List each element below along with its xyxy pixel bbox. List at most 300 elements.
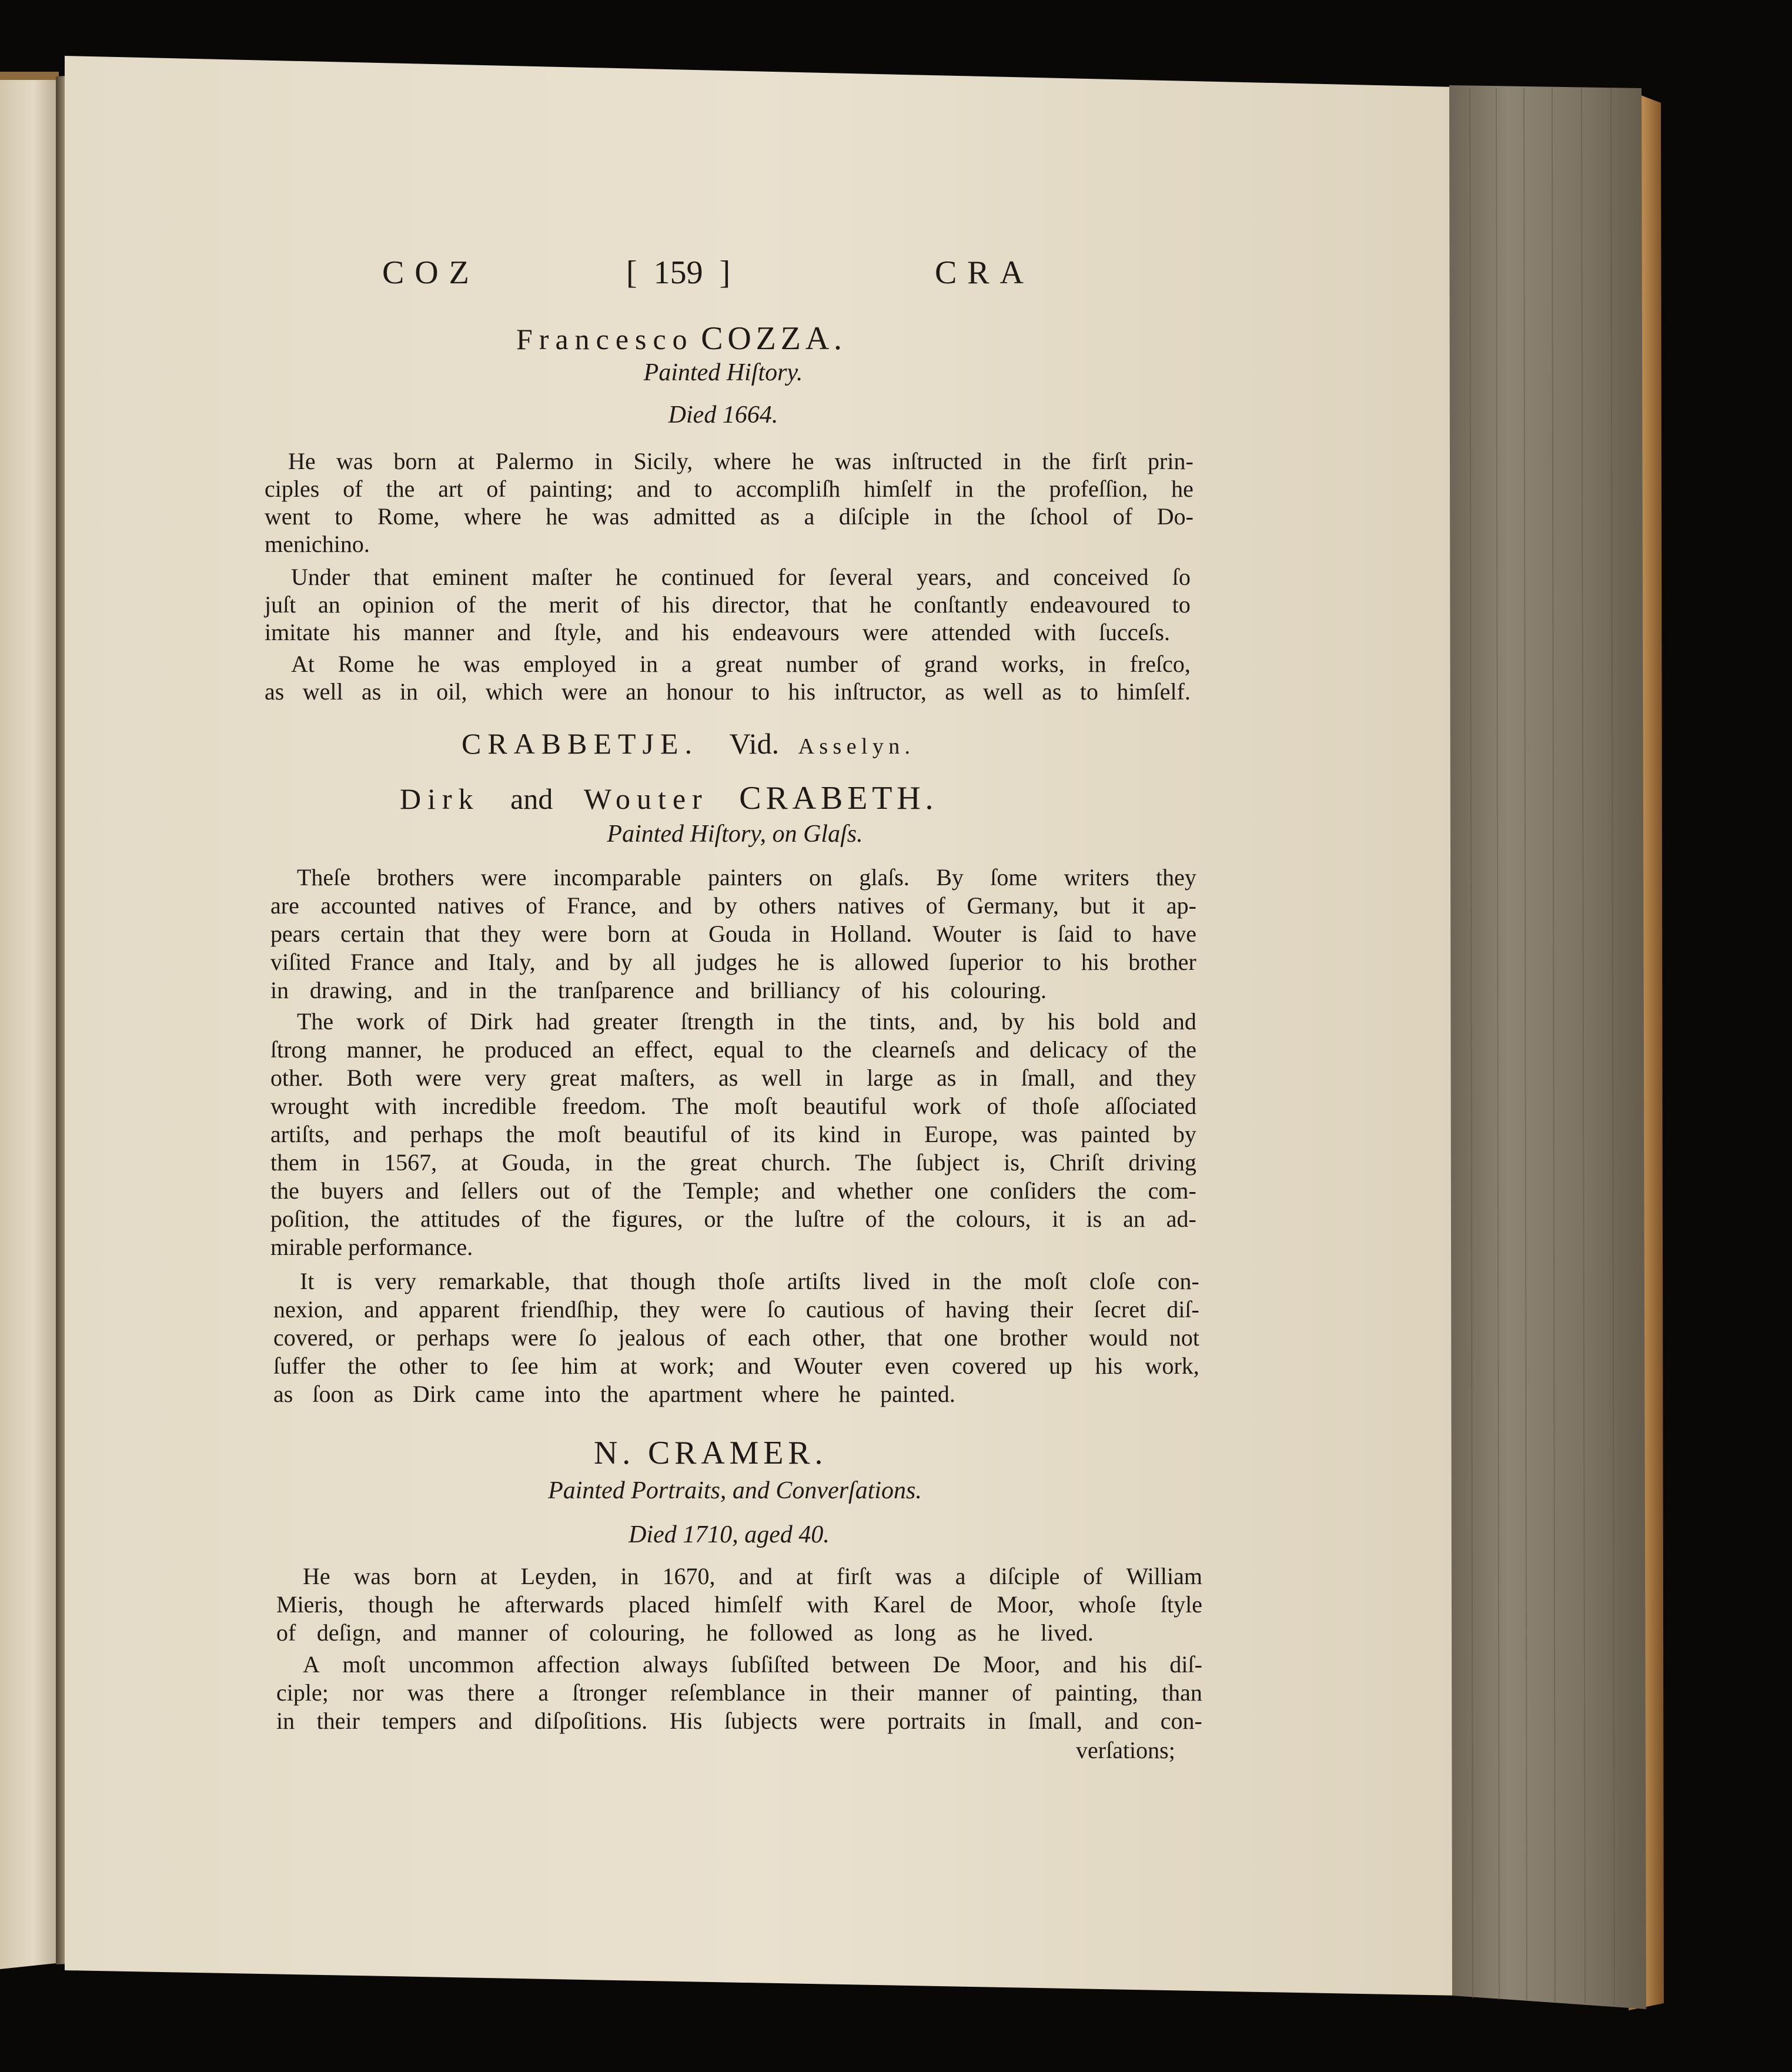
word: the xyxy=(370,1206,400,1232)
word: Dirk xyxy=(470,1008,513,1035)
word: the xyxy=(508,977,537,1003)
word: colouring, xyxy=(589,1619,686,1646)
word: ap- xyxy=(1166,892,1196,919)
word: having xyxy=(945,1296,1009,1323)
word: affection xyxy=(537,1651,620,1678)
word: of xyxy=(730,1121,750,1147)
word: in xyxy=(341,1149,360,1176)
word: 1670, xyxy=(662,1563,716,1589)
word: at xyxy=(620,1353,637,1379)
word: of xyxy=(456,591,476,618)
word: of xyxy=(706,1324,726,1351)
word: Temple; xyxy=(683,1177,760,1204)
word: the xyxy=(637,1149,666,1176)
entry-heading-crabbetje xyxy=(462,729,915,758)
word: were xyxy=(511,1324,557,1351)
word: and xyxy=(478,1708,513,1734)
word: maſters, xyxy=(620,1065,696,1091)
paragraph-line xyxy=(273,1326,1199,1350)
word: in xyxy=(594,1149,613,1176)
word: his xyxy=(1081,949,1109,975)
word: and xyxy=(1098,1065,1133,1091)
word: to xyxy=(1043,949,1062,975)
word: in xyxy=(934,503,952,530)
word: ſome xyxy=(990,864,1038,891)
word: employed xyxy=(523,651,616,677)
word: accompliſh xyxy=(735,476,841,502)
word: placed xyxy=(628,1591,690,1618)
word: and xyxy=(995,564,1030,590)
entry-subtitle-cozza: Painted Hiſtory. xyxy=(643,359,803,386)
word: of xyxy=(343,476,363,502)
word: by xyxy=(609,949,633,975)
word: ſchool xyxy=(1029,503,1089,530)
word: moſt xyxy=(1024,1268,1068,1294)
word: in xyxy=(882,1121,902,1147)
entry-subtitle-crabeth: Painted Hiſtory, on Glaſs. xyxy=(607,821,863,848)
word: moſt xyxy=(734,1093,778,1119)
word: their xyxy=(316,1708,360,1734)
word: At xyxy=(291,651,315,677)
word: to xyxy=(751,678,770,705)
word: very xyxy=(375,1268,417,1294)
word: were xyxy=(561,678,607,705)
word: though xyxy=(630,1268,696,1294)
word: manner xyxy=(917,1679,988,1706)
paragraph-line xyxy=(265,505,1193,528)
word: but xyxy=(1080,892,1111,919)
running-header-right: CRA xyxy=(935,255,1034,291)
word: great xyxy=(715,651,763,677)
word: well xyxy=(982,678,1024,705)
word: brother xyxy=(1128,949,1196,975)
word: even xyxy=(885,1353,930,1379)
word: that xyxy=(424,920,460,947)
word: he xyxy=(417,651,440,677)
word: Dirk xyxy=(412,1381,456,1407)
word: and xyxy=(658,892,693,919)
word: work xyxy=(356,1008,405,1035)
word: tempers xyxy=(382,1708,457,1734)
word: endeavours xyxy=(732,619,840,645)
word: ſucceſs. xyxy=(1098,619,1170,645)
word: of xyxy=(861,977,881,1003)
word: have xyxy=(1152,920,1196,947)
word: ſtrength xyxy=(680,1008,754,1035)
word: into xyxy=(544,1381,581,1407)
word: one xyxy=(944,1324,978,1351)
word: 1567, xyxy=(384,1149,437,1176)
word: ſubject xyxy=(915,1149,980,1176)
word: was xyxy=(353,1563,390,1589)
word: followed xyxy=(749,1619,833,1646)
word: an xyxy=(626,678,648,705)
paragraph-line xyxy=(270,1123,1196,1146)
word: born xyxy=(413,1563,457,1589)
word: was xyxy=(463,651,500,677)
word: of xyxy=(526,892,546,919)
word: honour xyxy=(666,678,733,705)
word: By xyxy=(936,864,964,891)
paragraph-line xyxy=(303,1565,1202,1588)
word: of xyxy=(549,1619,569,1646)
word: in xyxy=(825,1065,844,1091)
word: he xyxy=(706,1619,728,1646)
word: director, xyxy=(711,591,790,618)
paragraph-line xyxy=(265,477,1193,501)
word: on xyxy=(808,864,833,891)
paragraph-line xyxy=(297,866,1196,889)
word: there xyxy=(467,1679,515,1706)
word: natives xyxy=(837,892,905,919)
word: their xyxy=(1029,1296,1074,1323)
entry-died-cramer: Died 1710, aged 40. xyxy=(628,1521,830,1548)
word: at xyxy=(796,1563,813,1589)
word: years, xyxy=(916,564,972,590)
word: friendſhip, xyxy=(520,1296,619,1323)
word: not xyxy=(1169,1324,1199,1351)
word: manner xyxy=(457,1619,528,1646)
word: ſuffer xyxy=(273,1353,326,1379)
word: they xyxy=(639,1296,680,1323)
word: is xyxy=(1021,920,1038,947)
word: his xyxy=(662,591,690,618)
word: freedom. xyxy=(561,1093,647,1119)
word: that xyxy=(887,1324,922,1351)
paragraph-line xyxy=(270,1066,1196,1090)
word: out xyxy=(540,1177,570,1204)
word: and xyxy=(695,977,730,1003)
word: nor xyxy=(352,1679,384,1706)
paragraph-line: menichino. xyxy=(265,531,370,557)
word: was xyxy=(407,1679,444,1706)
heading-crabbetje-name: CRABBETJE. xyxy=(462,727,699,760)
word: and xyxy=(353,1121,387,1147)
word: and xyxy=(413,977,448,1003)
word: long xyxy=(894,1619,937,1646)
word: greater xyxy=(592,1008,658,1035)
word: were xyxy=(480,864,527,891)
word: in xyxy=(639,651,658,677)
word: his xyxy=(353,619,380,645)
word: very xyxy=(484,1065,527,1091)
word: the xyxy=(997,476,1026,502)
word: de xyxy=(950,1591,972,1618)
word: ſtrong xyxy=(270,1036,327,1063)
word: A xyxy=(303,1651,320,1678)
word: and xyxy=(497,619,531,645)
word: the xyxy=(906,1206,935,1232)
word: bold xyxy=(1098,1008,1140,1035)
word: whoſe xyxy=(1078,1591,1136,1618)
word: and xyxy=(738,1563,773,1589)
word: ſmall, xyxy=(1028,1708,1082,1734)
word: delicacy xyxy=(1029,1036,1108,1063)
word: the xyxy=(976,503,1005,530)
word: as xyxy=(854,1619,874,1646)
word: art xyxy=(438,476,463,502)
word: apartment xyxy=(648,1381,743,1407)
word: Theſe xyxy=(297,864,351,891)
heading-cross-reference: Asselyn. xyxy=(798,734,915,759)
word: and xyxy=(636,476,671,502)
word: and xyxy=(1062,1651,1097,1678)
word: his xyxy=(788,678,816,705)
word: thoſe xyxy=(1032,1093,1079,1119)
word: he xyxy=(777,949,800,975)
word: his xyxy=(902,977,930,1003)
word: them xyxy=(270,1149,317,1176)
entry-died-cozza: Died 1664. xyxy=(668,401,778,429)
word: they xyxy=(480,920,521,947)
paragraph-line xyxy=(265,593,1191,617)
word: of xyxy=(427,1008,447,1035)
word: ſoon xyxy=(312,1381,355,1407)
word: and xyxy=(434,949,469,975)
word: France xyxy=(350,949,414,975)
word: of xyxy=(1083,1563,1103,1589)
word: Do- xyxy=(1156,503,1193,530)
word: Gouda, xyxy=(502,1149,571,1176)
word: and, xyxy=(938,1008,979,1035)
word: juſt xyxy=(265,591,296,618)
entry-heading-cramer: N. CRAMER. xyxy=(594,1435,828,1471)
word: he xyxy=(546,503,568,530)
word: aſſociated xyxy=(1105,1093,1196,1119)
word: certain xyxy=(340,920,404,947)
paragraph-line: mirable performance. xyxy=(270,1234,473,1260)
word: his xyxy=(1047,1008,1075,1035)
word: the xyxy=(972,1268,1002,1294)
word: perhaps xyxy=(416,1324,490,1351)
word: to xyxy=(1079,678,1099,705)
paragraph-line xyxy=(270,1151,1196,1174)
heading-vid: Vid. xyxy=(729,727,780,760)
word: than xyxy=(1162,1679,1202,1706)
word: was xyxy=(336,448,373,474)
word: he xyxy=(838,1381,861,1407)
paragraph-line xyxy=(273,1354,1199,1378)
word: diſ- xyxy=(1169,1651,1202,1678)
word: France, xyxy=(566,892,637,919)
word: where xyxy=(463,503,521,530)
word: endeavoured xyxy=(1029,591,1151,618)
word: he xyxy=(997,1619,1020,1646)
word: in xyxy=(776,1008,795,1035)
word: and xyxy=(402,1619,437,1646)
word: conceived xyxy=(1053,564,1149,590)
word: ſo xyxy=(1172,564,1191,590)
word: Karel xyxy=(873,1591,926,1618)
word: the xyxy=(386,476,415,502)
word: himſelf xyxy=(714,1591,783,1618)
word: prin- xyxy=(1148,448,1193,474)
paragraph-line xyxy=(270,979,1047,1002)
word: viſited xyxy=(270,949,331,975)
word: one xyxy=(934,1177,968,1204)
word: it xyxy=(1052,1206,1065,1232)
word: Moor, xyxy=(997,1591,1054,1618)
word: to xyxy=(1172,591,1191,618)
word: with xyxy=(375,1093,417,1119)
word: his xyxy=(1095,1353,1123,1379)
word: He xyxy=(303,1563,330,1589)
word: or xyxy=(704,1206,724,1232)
heading-surname: CRABETH. xyxy=(739,780,938,816)
word: nexion, xyxy=(273,1296,343,1323)
word: moſt xyxy=(342,1651,386,1678)
word: tints, xyxy=(869,1008,916,1035)
word: allowed xyxy=(854,949,929,975)
word: opinion xyxy=(362,591,434,618)
word: effect, xyxy=(634,1036,694,1063)
word: himſelf xyxy=(864,476,932,502)
word: colours, xyxy=(955,1206,1031,1232)
word: at xyxy=(671,920,688,947)
word: that xyxy=(812,591,848,618)
word: the xyxy=(600,1381,629,1407)
word: he xyxy=(1171,476,1193,502)
word: of xyxy=(276,1619,296,1646)
word: in xyxy=(808,1679,828,1706)
word: Wouter xyxy=(932,920,1001,947)
word: lived xyxy=(862,1268,910,1294)
word: com- xyxy=(1148,1177,1196,1204)
word: an xyxy=(1123,1206,1145,1232)
word: and xyxy=(737,1353,771,1379)
paragraph-line xyxy=(288,450,1193,473)
word: ſo xyxy=(767,1296,785,1323)
word: the xyxy=(347,1353,377,1379)
word: covered, xyxy=(273,1324,354,1351)
paragraph-line xyxy=(303,1653,1202,1676)
paragraph-line xyxy=(270,1179,1196,1203)
word: of xyxy=(905,1296,925,1323)
word: attended xyxy=(931,619,1011,645)
word: would xyxy=(1089,1324,1148,1351)
word: and xyxy=(1162,1008,1196,1035)
entry-subtitle-cramer: Painted Portraits, and Converſations. xyxy=(548,1477,922,1504)
word: conſtantly xyxy=(914,591,1008,618)
word: of xyxy=(1112,503,1133,530)
word: Sicily, xyxy=(633,448,693,474)
word: of xyxy=(521,1206,541,1232)
word: between xyxy=(831,1651,910,1678)
word: he xyxy=(791,448,814,474)
word: cautious xyxy=(805,1296,885,1323)
word: as xyxy=(1042,678,1062,705)
word: ſtyle xyxy=(1160,1591,1202,1618)
word: Germany, xyxy=(967,892,1059,919)
paragraph-line xyxy=(291,565,1191,589)
word: in xyxy=(791,920,810,947)
word: incredible xyxy=(442,1093,537,1119)
word: it xyxy=(1132,892,1145,919)
word: brother xyxy=(999,1324,1068,1351)
paragraph-line xyxy=(273,1383,955,1406)
word: ſubjects xyxy=(724,1708,798,1734)
word: a xyxy=(538,1679,549,1706)
word: kind xyxy=(818,1121,860,1147)
word: in xyxy=(594,448,613,474)
word: which xyxy=(485,678,543,705)
word: driving xyxy=(1128,1149,1196,1176)
paragraph-line xyxy=(265,621,1170,644)
word: thoſe xyxy=(717,1268,765,1294)
word: and xyxy=(405,1177,439,1204)
word: the xyxy=(744,1206,774,1232)
paragraph-line xyxy=(270,1038,1196,1062)
word: of xyxy=(865,1206,885,1232)
word: moſt xyxy=(557,1121,601,1147)
word: that xyxy=(373,564,409,590)
word: ſubſiſted xyxy=(730,1651,810,1678)
word: in xyxy=(469,977,487,1003)
word: large xyxy=(867,1065,914,1091)
word: beautiful xyxy=(624,1121,708,1147)
word: Italy, xyxy=(487,949,536,975)
word: were xyxy=(541,920,587,947)
word: great xyxy=(550,1065,597,1091)
word: in xyxy=(270,977,289,1003)
word: brothers xyxy=(377,864,454,891)
word: where xyxy=(713,448,771,474)
word: of xyxy=(591,1177,611,1204)
word: diſ- xyxy=(1166,1296,1199,1323)
heading-wouter: Wouter xyxy=(583,782,708,815)
word: afterwards xyxy=(504,1591,604,1618)
word: artiſts, xyxy=(270,1121,330,1147)
word: at xyxy=(457,448,475,474)
word: well xyxy=(761,1065,802,1091)
word: of xyxy=(486,476,506,502)
word: Chriſt xyxy=(1049,1149,1105,1176)
word: brilliancy xyxy=(750,977,841,1003)
word: with xyxy=(1034,619,1076,645)
word: ciples xyxy=(265,476,320,502)
paragraph-line xyxy=(270,1094,1196,1118)
paragraph-line xyxy=(273,1298,1199,1321)
word: all xyxy=(652,949,676,975)
word: artiſts xyxy=(787,1268,841,1294)
word: the xyxy=(506,1121,535,1147)
word: is xyxy=(336,1268,353,1294)
word: in xyxy=(988,1708,1007,1734)
word: up xyxy=(1049,1353,1073,1379)
word: and xyxy=(1104,1708,1139,1734)
word: William xyxy=(1126,1563,1202,1589)
word: him xyxy=(561,1353,598,1379)
word: at xyxy=(461,1149,478,1176)
word: covered xyxy=(952,1353,1027,1379)
word: was xyxy=(834,448,872,474)
word: The xyxy=(297,1008,334,1035)
word: diſpoſitions. xyxy=(534,1708,648,1734)
word: produced xyxy=(484,1036,573,1063)
word: poſition, xyxy=(270,1206,350,1232)
word: others xyxy=(758,892,817,919)
word: the xyxy=(561,1206,591,1232)
word: Europe, xyxy=(924,1121,998,1147)
word: a xyxy=(804,503,815,530)
word: the xyxy=(1168,1036,1196,1063)
word: a xyxy=(681,651,692,677)
word: colouring. xyxy=(950,977,1047,1003)
heading-first-name: Francesco xyxy=(516,323,694,356)
word: Moor, xyxy=(982,1651,1041,1678)
word: number xyxy=(785,651,858,677)
word: were xyxy=(819,1708,865,1734)
